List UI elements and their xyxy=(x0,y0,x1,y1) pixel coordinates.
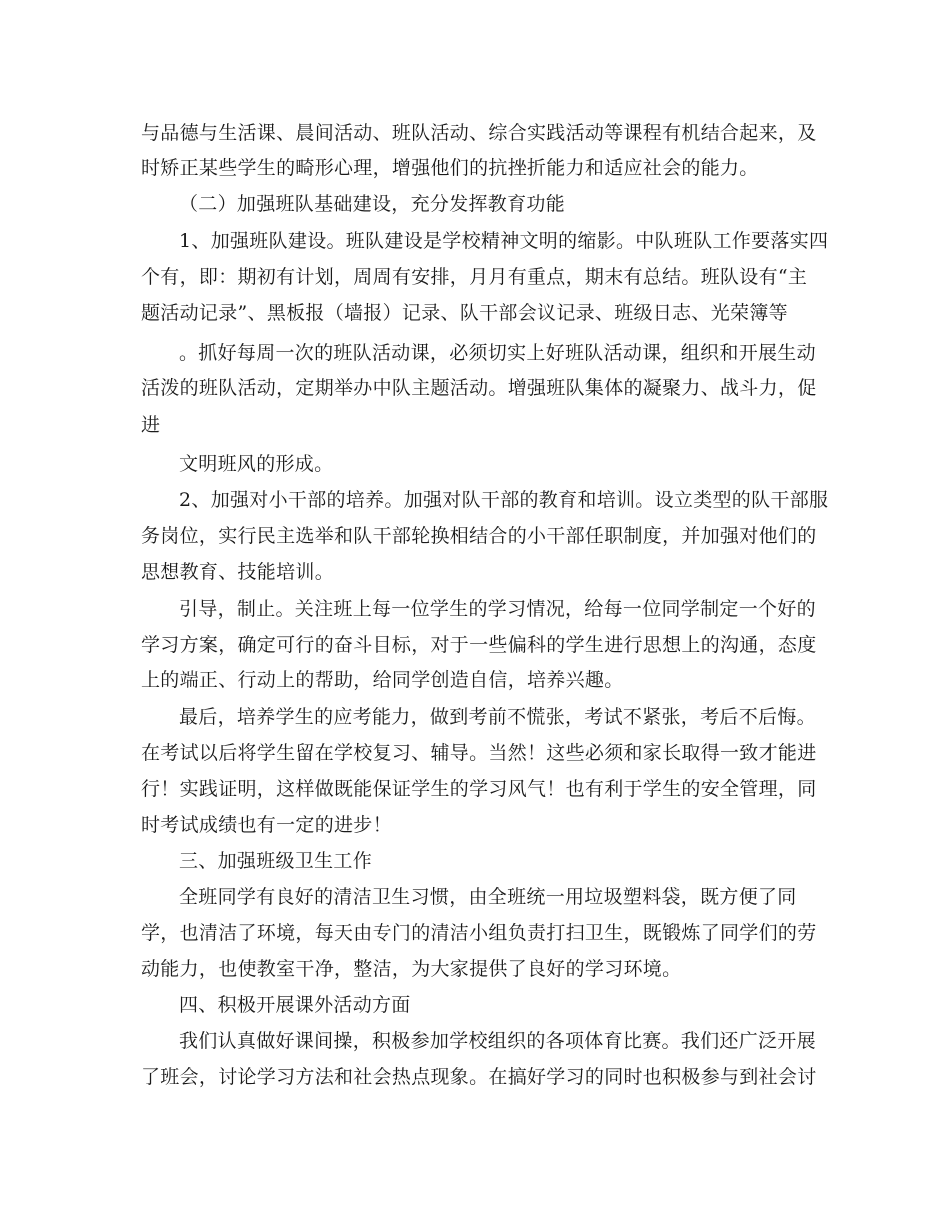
text-line: 个有，即：期初有计划，周周有安排，月月有重点，期末有总结。班队设有“主 xyxy=(141,266,808,288)
text-line: 进 xyxy=(141,414,161,436)
text-line: 学习方案，确定可行的奋斗目标，对于一些偏科的学生进行思想上的沟通，态度 xyxy=(141,634,817,656)
text-line: 与品德与生活课、晨间活动、班队活动、综合实践活动等课程有机结合起来，及 xyxy=(141,122,817,144)
section-heading: 三、加强班级卫生工作 xyxy=(179,850,373,872)
text-line: 上的端正、行动上的帮助，给同学创造自信，培养兴趣。 xyxy=(141,669,624,691)
text-line: 全班同学有良好的清洁卫生习惯，由全班统一用垃圾塑料袋，既方便了同 xyxy=(179,886,797,908)
text-line: 时考试成绩也有一定的进步！ xyxy=(141,814,392,836)
section-heading: （二）加强班队基础建设，充分发挥教育功能 xyxy=(179,193,566,215)
text-line: 动能力，也使教室干净，整洁，为大家提供了良好的学习环境。 xyxy=(141,958,682,980)
text-line: 2、加强对小干部的培养。加强对队干部的教育和培训。设立类型的队干部服 xyxy=(179,489,829,511)
text-line: 我们认真做好课间操，积极参加学校组织的各项体育比赛。我们还广泛开展 xyxy=(179,1030,816,1052)
section-heading: 四、积极开展课外活动方面 xyxy=(179,994,411,1016)
text-line: 引导，制止。关注班上每一位学生的学习情况，给每一位同学制定一个好的 xyxy=(179,598,816,620)
text-line: 了班会，讨论学习方法和社会热点现象。在搞好学习的同时也积极参与到社会讨 xyxy=(141,1066,817,1088)
text-line: 活泼的班队活动，定期举办中队主题活动。增强班队集体的凝聚力、战斗力，促 xyxy=(141,377,817,399)
text-line: 题活动记录”、黑板报（墙报）记录、队干部会议记录、班级日志、光荣簿等 xyxy=(141,302,788,324)
text-line: 务岗位，实行民主选举和队干部轮换相结合的小干部任职制度，并加强对他们的 xyxy=(141,525,817,547)
text-line: 行！实践证明，这样做既能保证学生的学习风气！也有利于学生的安全管理，同 xyxy=(141,778,817,800)
text-line: 。抓好每周一次的班队活动课，必须切实上好班队活动课，组织和开展生动 xyxy=(179,342,816,364)
text-line: 学，也清洁了环境，每天由专门的清洁小组负责打扫卫生，既锻炼了同学们的劳 xyxy=(141,922,817,944)
text-line: 思想教育、技能培训。 xyxy=(141,561,335,583)
text-line: 最后，培养学生的应考能力，做到考前不慌张，考试不紧张，考后不后悔。 xyxy=(179,706,816,728)
text-line: 时矫正某些学生的畸形心理，增强他们的抗挫折能力和适应社会的能力。 xyxy=(141,157,759,179)
text-line: 在考试以后将学生留在学校复习、辅导。当然！这些必须和家长取得一致才能进 xyxy=(141,742,817,764)
text-line: 文明班风的形成。 xyxy=(179,453,334,475)
text-line: 1、加强班队建设。班队建设是学校精神文明的缩影。中队班队工作要落实四 xyxy=(179,230,829,252)
